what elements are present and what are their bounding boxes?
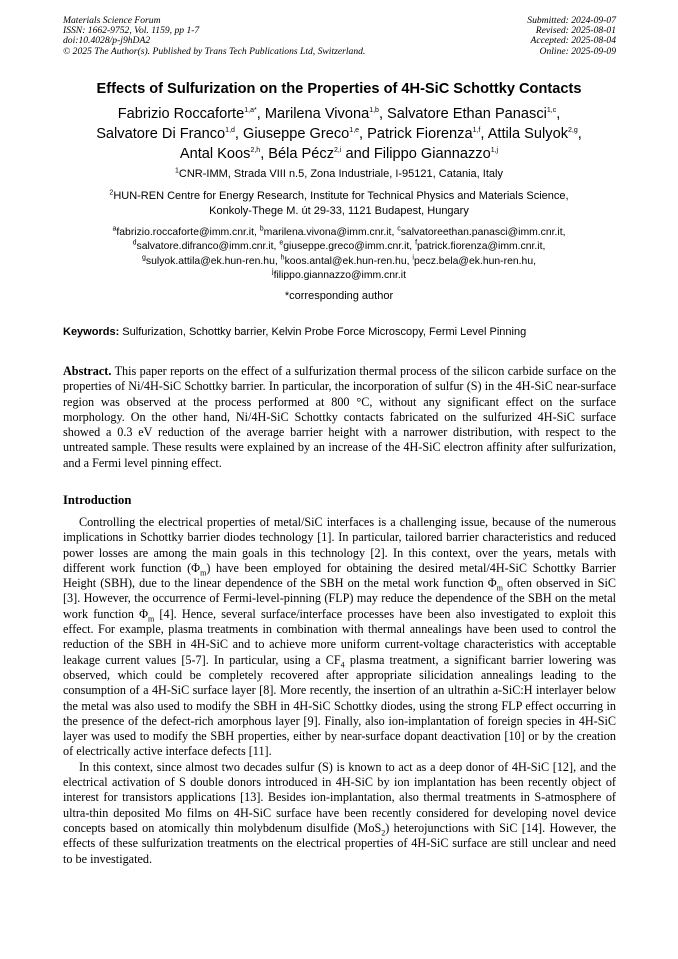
dates-header [527,16,616,57]
journal-name: Materials Science Forum [63,15,161,26]
section-title-introduction: Introduction [63,493,132,507]
email-mark: b [259,225,264,233]
submitted-date: Submitted: 2024-09-07 [527,15,616,26]
introduction-body [63,515,616,867]
affiliation-text: HUN-REN Centre for Energy Research, Institute for Technical Physics and Materials Science, [113,190,569,202]
email-address[interactable]: giuseppe.greco@imm.cnr.it [283,241,410,253]
author-name: Béla Pécz [268,146,335,162]
author-name: Salvatore Di Franco [96,126,226,142]
issn-line: ISSN: 1662-9752, Vol. 1159, pp 1-7 [63,25,200,37]
email-mark: i [412,254,414,262]
affiliation-number: 2 [109,189,114,197]
author-superscript: 2,i [334,147,342,155]
revised-date: Revised: 2025-08-01 [535,25,616,37]
author-superscript: 2,h [250,147,261,155]
author-name: Marilena Vivona [264,106,370,122]
author-separator: , [480,126,488,142]
author-superscript: 2,g [568,127,578,135]
email-mark: e [279,239,284,247]
author-superscript: 1,d [225,127,235,135]
subscript: m [147,614,155,624]
author-name: Attila Sulyok [487,126,568,142]
email-address[interactable]: sulyok.attila@ek.hun-ren.hu [145,255,275,267]
affiliation-number: 1 [175,167,179,175]
email-mark: g [142,254,146,262]
paragraph-2 [63,760,616,867]
email-address[interactable]: filippo.giannazzo@imm.cnr.it [273,270,406,282]
author-separator: , [234,126,244,142]
author-superscript: 1,e [349,127,360,135]
journal-header [63,16,365,57]
email-address[interactable]: koos.antal@ek.hun-ren.hu [284,255,407,267]
email-address[interactable]: salvatore.difranco@imm.cnr.it [136,241,274,253]
keywords-label: Keywords: [63,326,120,338]
paragraph-text: [4]. Hence, several surface/interface processes have been also investigated to exploit this effect. For example, plasma treatments in combination with thermal annealings have been used to control the reduction of the SBH in 4H-SiC and to achieve more uniform current-voltage characteristics with acceptable leakage current values [5-7]. In particular, using a CF [63,606,616,667]
email-mark: c [397,225,401,233]
author-superscript: 1,a* [244,107,257,115]
email-address[interactable]: salvatoreethan.panasci@imm.cnr.it [400,227,563,238]
author-separator: , [577,126,582,142]
author-name: Salvatore Ethan Panasci [387,106,547,122]
paragraph-text: ) heterojunctions with SiC [14]. However, the effects of these sulfurization treatments on the electrical properties of 4H-SiC surface are still unclear and need to be investigated. [63,820,616,866]
copyright-line: © 2025 The Author(s). Published by Trans Tech Publications Ltd, Switzerland. [63,45,366,57]
affiliation-1 [40,167,638,182]
email-address[interactable]: pecz.bela@ek.hun-ren.hu [413,255,534,267]
abstract [63,364,616,471]
affiliation-text: CNR-IMM, Strada VIII n.5, Zona Industriale, I-95121, Catania, Italy [178,168,503,180]
corresponding-author-note: *corresponding author [284,290,394,302]
email-address[interactable]: marilena.vivona@imm.cnr.it [263,227,392,238]
keywords-text: Sulfurization, Schottky barrier, Kelvin Probe Force Microscopy, Fermi Level Pinning [119,326,527,338]
paragraph-text: Controlling the electrical properties of metal/SiC interfaces is a challenging issue, because of the numerous implications in Schottky barrier diodes technology [1]. In particular, tailored barrier characteristics and reduced power losses are among the main goals in this technology [2]. In this context, over the years, metals with different work function (Φ [63,515,616,575]
author-separator: , [256,106,265,122]
author-separator: , [359,126,368,142]
email-address[interactable]: patrick.fiorenza@imm.cnr.it [417,241,543,253]
email-mark: a [112,225,117,233]
paragraph-text: plasma treatment, a significant barrier lowering was observed, which could be completely recovered after appropriate silicidation annealings leading to the consumption of a 4H-SiC surface layer [8]. More recently, the insertion of an ultrathin a-SiC:H interlayer below the metal was also used to modify the SBH in 4H-SiC Schottky diodes, using the strong FLP effect occurring in the presence of the defect-rich amorphous layer [9]. Finally, also ion-implantation of foreign species in 4H-SiC layer was used to modify the SBH properties, either by near-surface dopant deactivation [10] or by the creation of electrically active interface defects [11]. [63,652,616,759]
affiliation-2 [40,189,638,219]
author-name: Giuseppe Greco [243,126,350,142]
paragraph-text: ) have been employed for obtaining the desired metal/4H-SiC Schottky Barrier Height (SBH), due to the linear dependence of the SBH on the metal work function Φ [63,560,616,591]
author-separator: , [556,106,561,122]
subscript: m [496,583,503,593]
author-name: Antal Koos [179,146,251,162]
paragraph-1 [63,515,616,760]
paragraph-text: often observed in SiC [3]. However, the occurrence of Fermi-level-pinning (FLP) may reduce the dependence of the SBH on the metal work function Φ [63,576,616,621]
author-name: Patrick Fiorenza [367,126,473,142]
email-mark: f [415,239,418,247]
subscript: 2 [381,828,386,838]
affiliation-text: Konkoly-Thege M. út 29-33, 1121 Budapest, Hungary [209,205,469,217]
subscript: 4 [340,660,345,670]
author-superscript: 1,b [369,107,379,115]
email-mark: h [280,254,285,262]
author-separator: , [260,146,269,162]
email-address[interactable]: fabrizio.roccaforte@imm.cnr.it [116,227,254,238]
author-superscript: 1,j [490,147,499,155]
author-superscript: 1,c [546,107,557,115]
subscript: m [200,568,207,578]
author-separator: and [341,146,374,162]
online-date: Online: 2025-09-09 [539,45,616,57]
accepted-date: Accepted: 2025-08-04 [530,35,616,47]
paper-title: Effects of Sulfurization on the Properties of 4H-SiC Schottky Contacts [96,81,582,97]
email-mark: d [132,239,137,247]
author-name: Fabrizio Roccaforte [117,106,245,122]
email-list: $^a$fabrizio.roccaforte@imm.cnr.it, $^b$marilena.vivona@imm.cnr.it, $^c$salvatoreethan.panasci@imm.cnr.it, $^d$salvatore.difranco@imm.cnr.it, $^e$giuseppe.greco@imm.cnr.it, $^f$patrick.fiorenza@imm.cnr.it, $^g$sulyok.attila@ek.hun-ren.hu, $^h$koos.antal@ek.hun-ren.hu, $^i$pecz.bela@ek.hun-ren.hu, $^j$filippo.giannazzo@imm.cnr.it [112,225,566,282]
email-mark: j [272,268,274,276]
abstract-label: Abstract. [63,364,112,378]
paragraph-text: In this context, since almost two decades sulfur (S) is known to act as a deep donor of 4H-SiC [12], and the electrical activation of S double donors introduced in 4H-SiC by ion implantation has been recently object of interest for transistors applications [13]. Besides ion-implantation, also thermal treatments in S-atmosphere of ultra-thin deposited Mo films on 4H-SiC surface have been recently considered for developing novel device concepts based on atomically thin molybdenum disulfide (MoS [63,759,616,835]
keywords-line [63,326,618,338]
abstract-text: This paper reports on the effect of a sulfurization thermal process of the silicon carbide surface on the properties of Ni/4H-SiC Schottky barrier. In particular, the incorporation of sulfur (S) in the 4H-SiC near-surface region was observed at the process performed at 800 °C, without any significant effect on the surface morphology. On the other hand, Ni/4H-SiC Schottky contacts fabricated on the sulfurized 4H-SiC surface showed a 0.3 eV reduction of the average barrier height with a narrower distribution, with respect to the untreated sample. These results were explained by an increase of the 4H-SiC electron affinity after sulfurization, and a Fermi level pinning effect. [63,364,616,470]
author-separator: , [378,106,388,122]
author-name: Filippo Giannazzo [373,146,491,162]
doi-line: doi:10.4028/p-j9hDA2 [63,35,151,47]
author-superscript: 1,f [472,127,481,135]
author-list [40,104,638,164]
